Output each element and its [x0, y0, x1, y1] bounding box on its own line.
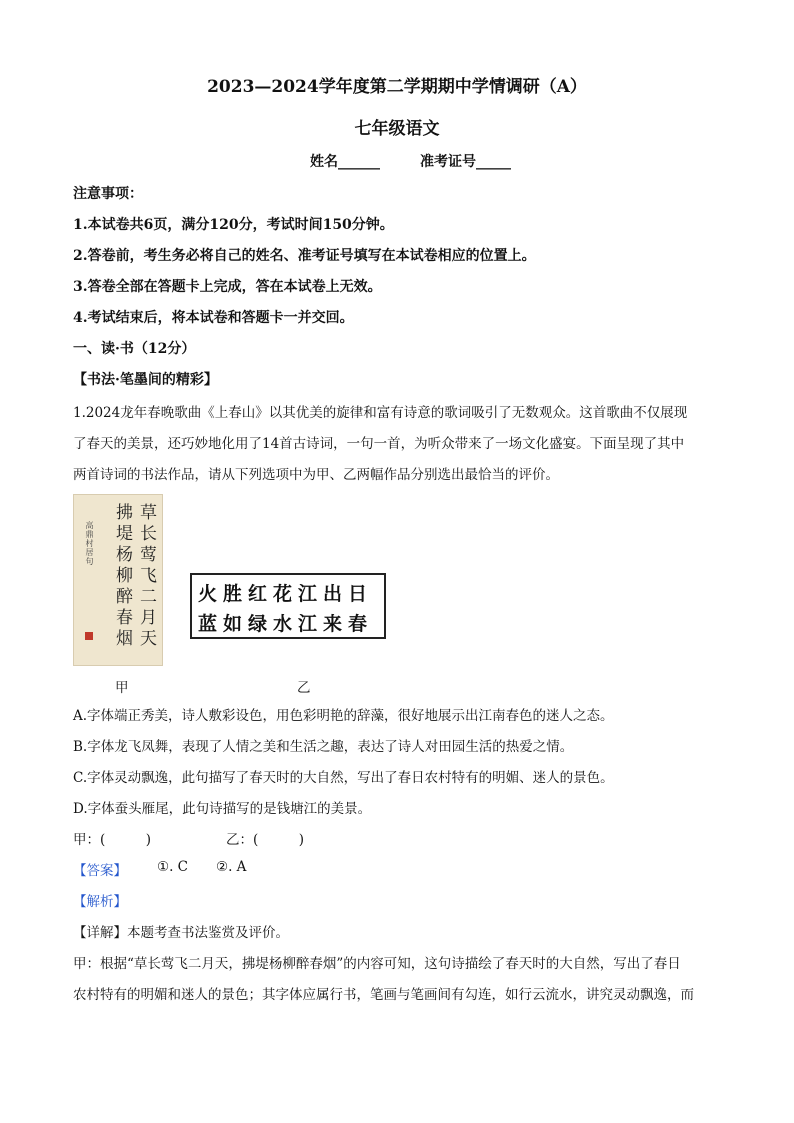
question-text: 了春天的美景，还巧妙地化用了14首古诗词，一句一首，为听众带来了一场文化盛宴。下面呈现了其中 [73, 436, 685, 452]
notice-item: 3.答卷全部在答题卡上完成，答在本试卷上无效。 [73, 279, 382, 295]
exam-title: 2023—2024学年度第二学期期中学情调研（A） [207, 77, 587, 97]
detail-text: 【详解】本题考查书法鉴赏及评价。 [73, 925, 289, 941]
answer-blank-a: 甲：( ) [73, 832, 152, 848]
option-b: B.字体龙飞凤舞，表现了人情之美和生活之趣，表达了诗人对田园生活的热爱之情。 [73, 739, 574, 755]
section-subheading: 【书法·笔墨间的精彩】 [73, 372, 218, 388]
calligraphy-a-col2: 拂堤杨柳醉春烟 [112, 503, 132, 650]
notice-item: 4.考试结束后，将本试卷和答题卡一并交回。 [73, 310, 354, 326]
section-heading: 一、读·书（12分） [73, 341, 196, 357]
notice-heading: 注意事项： [73, 186, 143, 202]
answer-value-1: ①. C [157, 859, 189, 875]
image-a-caption: 甲 [115, 680, 129, 696]
option-c: C.字体灵动飘逸，此句描写了春天时的大自然，写出了春日农村特有的明媚、迷人的景色。 [73, 770, 614, 786]
option-a: A.字体端正秀美，诗人敷彩设色，用色彩明艳的辞藻，很好地展示出江南春色的迷人之态。 [73, 708, 614, 724]
notice-item: 1.本试卷共6页，满分120分，考试时间150分钟。 [73, 217, 394, 233]
analysis-text: 农村特有的明媚和迷人的景色；其字体应属行书，笔画与笔画间有勾连，如行云流水，讲究灵动飘逸，而 [73, 987, 694, 1003]
name-field-label: 姓名______ [310, 154, 380, 170]
answer-blank-b: 乙：( ) [226, 832, 305, 848]
calligraphy-b-row1: 日出江花红胜火 [198, 583, 374, 605]
id-field-label: 准考证号_____ [420, 154, 511, 170]
calligraphy-image-b [190, 573, 386, 639]
option-d: D.字体蚕头雁尾，此句诗描写的是钱塘江的美景。 [73, 801, 372, 817]
calligraphy-image-a [73, 494, 163, 666]
calligraphy-b-row2: 春来江水绿如蓝 [198, 613, 374, 635]
analysis-label: 【解析】 [73, 894, 127, 910]
answer-value-2: ②. A [216, 859, 247, 875]
answer-label: 【答案】 [73, 863, 127, 879]
seal-stamp [85, 632, 93, 640]
notice-item: 2.答卷前，考生务必将自己的姓名、准考证号填写在本试卷相应的位置上。 [73, 248, 536, 264]
calligraphy-a-col1: 草长莺飞二月天 [136, 503, 156, 650]
question-text: 两首诗词的书法作品，请从下列选项中为甲、乙两幅作品分别选出最恰当的评价。 [73, 467, 559, 483]
exam-subtitle: 七年级语文 [354, 119, 440, 139]
image-b-caption: 乙 [297, 680, 311, 696]
question-text: 1.2024龙年春晚歌曲《上春山》以其优美的旋律和富有诗意的歌词吸引了无数观众。这首歌曲不仅展现 [73, 405, 688, 421]
calligraphy-a-inscription: 高鼎村居句 [85, 521, 94, 566]
analysis-text: 甲：根据“草长莺飞二月天，拂堤杨柳醉春烟”的内容可知，这句诗描绘了春天时的大自然，写出了春日 [73, 956, 681, 972]
